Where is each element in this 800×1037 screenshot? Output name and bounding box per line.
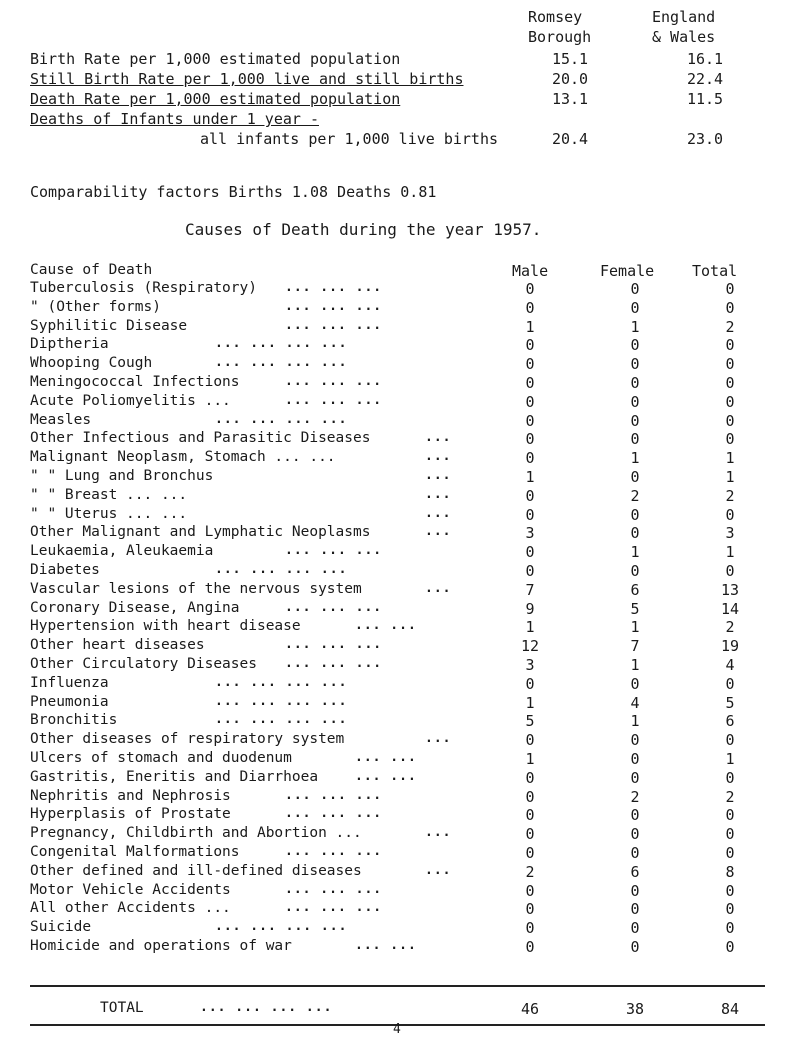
male-count: 1: [525, 618, 535, 637]
cause-label: Suicide: [30, 919, 92, 936]
causes-title: Causes of Death during the year 1957.: [185, 220, 542, 239]
female-count: 0: [630, 468, 640, 486]
cause-row: [30, 412, 770, 431]
romsey-value: 13.1: [551, 90, 589, 108]
female-count: 0: [630, 844, 640, 862]
total-label: TOTAL: [100, 1000, 144, 1016]
cause-row: [30, 637, 770, 656]
leader-dots: ... ... ...: [285, 374, 383, 389]
total-count: 0: [725, 900, 735, 919]
female-count: 0: [630, 674, 640, 693]
female-count: 2: [630, 486, 640, 505]
cause-header: Cause of Death: [30, 262, 153, 278]
male-count: 5: [525, 712, 535, 731]
male-count: 0: [525, 900, 535, 919]
leader-dots: ... ...: [355, 750, 417, 765]
male-count: 0: [525, 844, 535, 862]
cause-label: Other Infectious and Parasitic Diseases: [30, 430, 371, 447]
total-header: Total: [692, 262, 738, 280]
leader-dots: ...: [425, 580, 452, 596]
cause-row: [30, 825, 770, 844]
romsey-value: 20.0: [551, 70, 589, 88]
female-count: 7: [630, 637, 640, 656]
leader-dots: ... ... ...: [285, 787, 383, 803]
romsey-header-line1: Romsey: [528, 8, 583, 26]
male-count: 0: [525, 787, 535, 806]
total-count: 0: [725, 374, 735, 392]
total-male: 46: [520, 1000, 540, 1018]
male-count: 1: [525, 468, 535, 486]
total-count: 13: [720, 580, 740, 599]
cause-row: [30, 393, 770, 412]
female-count: 1: [630, 656, 640, 674]
romsey-header-line2: Borough: [528, 28, 592, 46]
total-count: 4: [725, 656, 735, 674]
male-count: 3: [525, 524, 535, 543]
leader-dots: ... ... ...: [285, 392, 383, 408]
total-count: 2: [725, 787, 735, 806]
male-count: 2: [525, 862, 535, 881]
cause-row: [30, 581, 770, 600]
male-count: 0: [525, 806, 535, 825]
leader-dots: ... ... ... ...: [215, 411, 348, 427]
cause-label: Other Malignant and Lymphatic Neoplasms: [30, 524, 371, 541]
female-count: 0: [630, 280, 640, 298]
male-count: 0: [525, 543, 535, 562]
cause-row: [30, 863, 770, 882]
cause-label: Other diseases of respiratory system: [30, 731, 345, 748]
total-count: 0: [725, 674, 735, 693]
female-count: 1: [630, 618, 640, 637]
cause-label: Pregnancy, Childbirth and Abortion ...: [30, 825, 362, 842]
male-count: 7: [525, 580, 535, 599]
leader-dots: ... ... ...: [285, 280, 383, 295]
cause-label: " (Other forms): [30, 298, 161, 315]
cause-label: Hyperplasis of Prostate: [30, 806, 231, 823]
total-dots: ... ... ... ...: [200, 1000, 333, 1015]
male-count: 0: [525, 731, 535, 750]
cause-label: Acute Poliomyelitis ...: [30, 392, 231, 409]
leader-dots: ... ... ...: [285, 656, 383, 671]
total-count: 2: [725, 618, 735, 637]
total-count: 6: [725, 712, 735, 731]
leader-dots: ... ... ...: [285, 844, 383, 859]
total-count: 2: [725, 486, 735, 505]
leader-dots: ...: [425, 430, 452, 446]
england-value: 22.4: [686, 70, 724, 88]
cause-row: [30, 524, 770, 543]
total-count: 0: [725, 280, 735, 298]
cause-label: Tuberculosis (Respiratory): [30, 280, 257, 296]
female-count: 0: [630, 900, 640, 919]
england-value: 23.0: [686, 130, 724, 148]
leader-dots: ...: [425, 486, 452, 502]
male-count: 1: [525, 693, 535, 712]
cause-row: [30, 769, 770, 788]
leader-dots: ... ... ... ...: [215, 712, 348, 728]
england-value: 16.1: [686, 50, 724, 68]
female-count: 1: [630, 317, 640, 336]
male-count: 0: [525, 392, 535, 411]
cause-row: [30, 468, 770, 487]
total-count: 0: [725, 505, 735, 524]
cause-row: [30, 487, 770, 506]
cause-label: Homicide and operations of war: [30, 938, 292, 954]
male-count: 0: [525, 411, 535, 430]
cause-label: Influenza: [30, 674, 109, 691]
female-count: 0: [630, 411, 640, 430]
total-count: 0: [725, 768, 735, 787]
male-count: 0: [525, 505, 535, 524]
leader-dots: ... ... ...: [285, 298, 383, 314]
cause-label: Malignant Neoplasm, Stomach ... ...: [30, 449, 336, 466]
female-count: 0: [630, 881, 640, 900]
female-count: 0: [630, 524, 640, 543]
female-count: 0: [630, 298, 640, 317]
rate-label: Still Birth Rate per 1,000 live and still births: [30, 70, 464, 88]
leader-dots: ... ...: [355, 618, 417, 634]
cause-label: Ulcers of stomach and duodenum: [30, 750, 292, 766]
total-count: 1: [725, 750, 735, 768]
cause-row: [30, 430, 770, 449]
female-count: 0: [630, 374, 640, 392]
leader-dots: ...: [425, 468, 452, 483]
female-count: 6: [630, 862, 640, 881]
cause-row: [30, 919, 770, 938]
cause-label: Other Circulatory Diseases: [30, 656, 257, 672]
total-count: 3: [725, 524, 735, 543]
cause-label: Measles: [30, 411, 92, 428]
cause-label: Other defined and ill-defined diseases: [30, 862, 362, 879]
total-count: 0: [725, 881, 735, 900]
male-count: 1: [525, 317, 535, 336]
rate-label: all infants per 1,000 live births: [200, 130, 499, 148]
cause-row: [30, 694, 770, 713]
female-count: 0: [630, 562, 640, 580]
leader-dots: ... ... ...: [285, 317, 383, 333]
leader-dots: ... ... ...: [285, 543, 383, 559]
romsey-value: 15.1: [551, 50, 589, 68]
romsey-value: 20.4: [551, 130, 589, 148]
total-count: 0: [725, 938, 735, 956]
leader-dots: ...: [425, 505, 452, 521]
cause-label: Syphilitic Disease: [30, 317, 188, 334]
male-count: 3: [525, 656, 535, 674]
leader-dots: ...: [425, 862, 452, 878]
female-count: 2: [630, 787, 640, 806]
total-count: 1: [725, 468, 735, 486]
cause-row: [30, 900, 770, 919]
total-female: 38: [625, 1000, 645, 1018]
comparability-factors: Comparability factors Births 1.08 Deaths 0.81: [30, 183, 437, 201]
cause-row: [30, 562, 770, 581]
cause-label: Gastritis, Eneritis and Diarrhoea: [30, 768, 319, 785]
cause-row: [30, 336, 770, 355]
cause-row: [30, 280, 770, 299]
female-count: 1: [630, 449, 640, 468]
female-count: 0: [630, 336, 640, 355]
male-count: 9: [525, 599, 535, 618]
female-count: 0: [630, 806, 640, 825]
cause-row: [30, 675, 770, 694]
cause-row: [30, 506, 770, 525]
cause-label: Leukaemia, Aleukaemia: [30, 543, 214, 560]
total-count: 0: [725, 355, 735, 374]
cause-label: Bronchitis: [30, 712, 118, 729]
cause-row: [30, 355, 770, 374]
male-count: 0: [525, 280, 535, 298]
total-count: 8: [725, 862, 735, 881]
total-count: 0: [725, 844, 735, 862]
male-count: 0: [525, 486, 535, 505]
female-count: 0: [630, 750, 640, 768]
cause-label: Hypertension with heart disease: [30, 618, 301, 635]
male-count: 0: [525, 336, 535, 355]
female-header: Female: [600, 262, 655, 280]
cause-row: [30, 449, 770, 468]
female-count: 1: [630, 712, 640, 731]
female-count: 0: [630, 355, 640, 374]
male-count: 0: [525, 298, 535, 317]
cause-row: [30, 656, 770, 675]
cause-row: [30, 731, 770, 750]
leader-dots: ... ...: [355, 768, 417, 784]
cause-row: [30, 882, 770, 901]
total-count: 0: [725, 562, 735, 580]
total-count: 1: [725, 543, 735, 562]
cause-label: " " Breast ... ...: [30, 486, 188, 503]
cause-label: " " Uterus ... ...: [30, 505, 188, 522]
leader-dots: ... ... ... ...: [215, 693, 348, 709]
cause-label: Pneumonia: [30, 693, 109, 710]
cause-row: [30, 806, 770, 825]
leader-dots: ... ... ... ...: [215, 336, 348, 352]
england-value: 11.5: [686, 90, 724, 108]
female-count: 0: [630, 768, 640, 787]
cause-row: [30, 543, 770, 562]
page-number: 4: [393, 1022, 401, 1037]
cause-label: Vascular lesions of the nervous system: [30, 580, 362, 597]
total-count: 0: [725, 392, 735, 411]
male-count: 0: [525, 881, 535, 900]
total-total: 84: [720, 1000, 740, 1018]
cause-label: Diptheria: [30, 336, 109, 353]
female-count: 0: [630, 392, 640, 411]
male-count: 0: [525, 825, 535, 844]
cause-row: [30, 844, 770, 863]
leader-dots: ...: [425, 731, 452, 747]
leader-dots: ...: [425, 524, 452, 540]
rate-label: Birth Rate per 1,000 estimated population: [30, 50, 401, 68]
male-count: 0: [525, 938, 535, 956]
female-count: 4: [630, 693, 640, 712]
leader-dots: ... ... ... ...: [215, 355, 348, 371]
leader-dots: ...: [425, 449, 452, 465]
cause-label: Whooping Cough: [30, 355, 153, 372]
male-count: 0: [525, 449, 535, 468]
total-count: 2: [725, 317, 735, 336]
leader-dots: ... ... ... ...: [215, 674, 348, 690]
leader-dots: ... ... ...: [285, 599, 383, 615]
cause-label: All other Accidents ...: [30, 900, 231, 917]
total-count: 0: [725, 806, 735, 825]
male-count: 0: [525, 430, 535, 449]
total-row: [30, 1000, 770, 1019]
cause-row: [30, 600, 770, 619]
male-count: 0: [525, 355, 535, 374]
male-count: 1: [525, 750, 535, 768]
male-count: 0: [525, 919, 535, 938]
england-header-line1: England: [652, 8, 716, 26]
total-count: 0: [725, 825, 735, 844]
leader-dots: ... ...: [355, 938, 417, 953]
leader-dots: ... ... ...: [285, 806, 383, 822]
male-count: 0: [525, 674, 535, 693]
leader-dots: ... ... ... ...: [215, 919, 348, 935]
total-count: 0: [725, 430, 735, 449]
cause-label: Other heart diseases: [30, 637, 205, 654]
male-count: 12: [520, 637, 540, 656]
total-count: 5: [725, 693, 735, 712]
male-count: 0: [525, 562, 535, 580]
cause-row: [30, 318, 770, 337]
total-count: 0: [725, 411, 735, 430]
female-count: 0: [630, 731, 640, 750]
male-count: 0: [525, 768, 535, 787]
total-count: 0: [725, 731, 735, 750]
leader-dots: ... ... ...: [285, 900, 383, 916]
total-count: 0: [725, 298, 735, 317]
male-header: Male: [512, 262, 549, 280]
female-count: 5: [630, 599, 640, 618]
female-count: 0: [630, 919, 640, 938]
total-count: 1: [725, 449, 735, 468]
female-count: 0: [630, 430, 640, 449]
cause-label: Congenital Malformations: [30, 844, 240, 860]
cause-label: " " Lung and Bronchus: [30, 468, 214, 484]
cause-label: Meningococcal Infections: [30, 374, 240, 390]
male-count: 0: [525, 374, 535, 392]
cause-row: [30, 938, 770, 957]
rate-label: Deaths of Infants under 1 year -: [30, 110, 319, 128]
cause-row: [30, 788, 770, 807]
female-count: 6: [630, 580, 640, 599]
total-count: 14: [720, 599, 740, 618]
cause-label: Motor Vehicle Accidents: [30, 881, 231, 898]
cause-row: [30, 299, 770, 318]
leader-dots: ... ... ...: [285, 637, 383, 653]
cause-row: [30, 618, 770, 637]
cause-row: [30, 712, 770, 731]
cause-row: [30, 374, 770, 393]
female-count: 0: [630, 505, 640, 524]
cause-label: Diabetes: [30, 562, 100, 578]
female-count: 0: [630, 938, 640, 956]
leader-dots: ... ... ... ...: [215, 562, 348, 577]
total-count: 0: [725, 919, 735, 938]
total-count: 19: [720, 637, 740, 656]
leader-dots: ... ... ...: [285, 881, 383, 897]
england-header-line2: & Wales: [652, 28, 716, 46]
rate-label: Death Rate per 1,000 estimated population: [30, 90, 401, 108]
cause-label: Coronary Disease, Angina: [30, 599, 240, 616]
total-count: 0: [725, 336, 735, 355]
female-count: 0: [630, 825, 640, 844]
leader-dots: ...: [425, 825, 452, 841]
cause-row: [30, 750, 770, 769]
total-rule-top: [30, 985, 765, 987]
cause-label: Nephritis and Nephrosis: [30, 787, 231, 804]
female-count: 1: [630, 543, 640, 562]
